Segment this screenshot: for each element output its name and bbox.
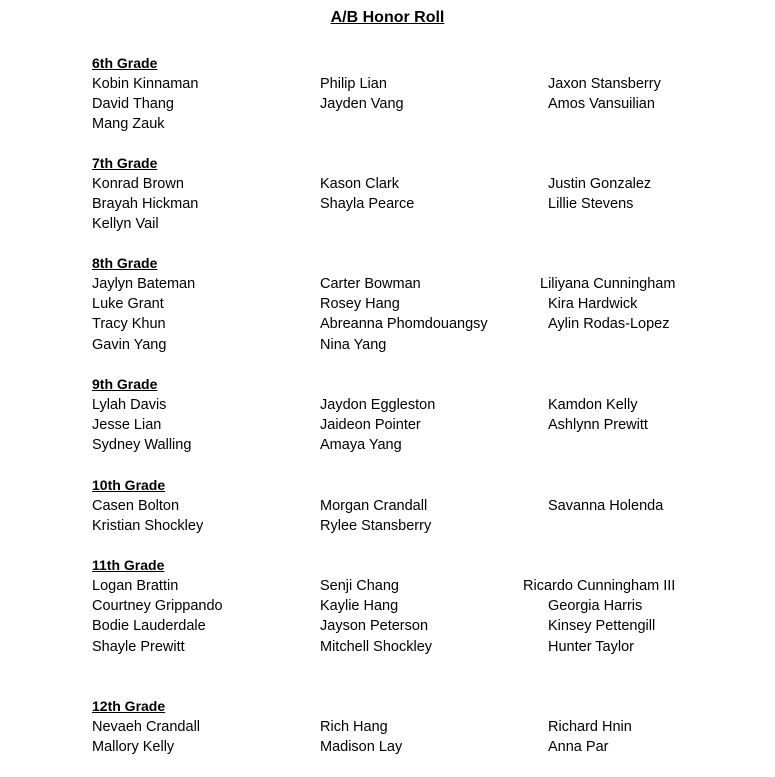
student-row: [0, 637, 775, 657]
student-row: [0, 74, 775, 94]
grade-heading: 9th Grade: [92, 376, 158, 392]
student-name: Shayla Pearce: [320, 196, 415, 213]
student-name: Kristian Shockley: [92, 518, 204, 535]
student-name: Georgia Harris: [548, 598, 643, 615]
student-name: Ricardo Cunningham III: [523, 578, 676, 594]
student-name: Anna Par: [548, 739, 609, 756]
student-name: Sydney Walling: [92, 437, 192, 454]
student-row: [0, 596, 775, 616]
student-name: Shayle Prewitt: [92, 638, 185, 655]
student-name: Nina Yang: [320, 336, 387, 353]
student-row: [0, 194, 775, 214]
student-row: [0, 335, 775, 355]
grade-heading: 8th Grade: [92, 255, 158, 271]
student-name: Amos Vansuilian: [548, 96, 655, 113]
student-rows: [0, 174, 775, 235]
student-name: Konrad Brown: [92, 176, 184, 192]
student-name: Kaylie Hang: [320, 598, 399, 615]
student-name: Jaylyn Bateman: [92, 276, 196, 292]
student-name: Mitchell Shockley: [320, 638, 433, 655]
student-name: Jaideon Pointer: [320, 417, 421, 434]
student-name: Rich Hang: [320, 719, 388, 735]
student-name: Madison Lay: [320, 739, 403, 756]
student-rows: [0, 717, 775, 757]
student-name: Jayden Vang: [320, 96, 404, 113]
student-row: [0, 516, 775, 536]
student-name: Ashlynn Prewitt: [548, 417, 648, 434]
student-name: Logan Brattin: [92, 578, 179, 594]
student-row: [0, 415, 775, 435]
student-rows: [0, 274, 775, 355]
student-row: [0, 616, 775, 636]
student-name: Carter Bowman: [320, 276, 421, 292]
student-row: [0, 94, 775, 114]
student-name: Tracy Khun: [92, 316, 166, 333]
student-name: Mang Zauk: [92, 116, 165, 133]
student-name: Amaya Yang: [320, 437, 402, 454]
student-name: Hunter Taylor: [548, 638, 634, 655]
student-name: Brayah Hickman: [92, 196, 199, 213]
student-name: Savanna Holenda: [548, 498, 664, 514]
grade-heading: 11th Grade: [92, 557, 165, 573]
student-name: Jayson Peterson: [320, 618, 429, 635]
student-name: Kobin Kinnaman: [92, 76, 199, 92]
student-name: Liliyana Cunningham: [540, 276, 676, 292]
student-name: Justin Gonzalez: [548, 176, 652, 192]
student-row: [0, 314, 775, 334]
student-name: Kamdon Kelly: [548, 397, 638, 413]
student-name: Kellyn Vail: [92, 216, 159, 233]
student-row: [0, 435, 775, 455]
student-name: Aylin Rodas-Lopez: [548, 316, 670, 333]
grade-heading: 12th Grade: [92, 698, 166, 714]
grade-heading: 6th Grade: [92, 55, 158, 71]
student-name: Kira Hardwick: [548, 296, 638, 313]
student-name: Lylah Davis: [92, 397, 167, 413]
student-row: [0, 214, 775, 234]
student-name: Lillie Stevens: [548, 196, 634, 213]
student-row: [0, 576, 775, 596]
student-name: Jesse Lian: [92, 417, 162, 434]
student-name: Kinsey Pettengill: [548, 618, 656, 635]
student-row: [0, 496, 775, 516]
student-name: Gavin Yang: [92, 336, 167, 353]
student-name: Jaxon Stansberry: [548, 76, 661, 92]
grade-heading: 10th Grade: [92, 477, 166, 493]
student-row: [0, 174, 775, 194]
student-rows: [0, 576, 775, 657]
student-name: Rylee Stansberry: [320, 518, 432, 535]
student-name: Abreanna Phomdouangsy: [320, 316, 488, 333]
student-name: Luke Grant: [92, 296, 164, 313]
student-name: Kason Clark: [320, 176, 399, 192]
student-name: Richard Hnin: [548, 719, 632, 735]
student-row: [0, 114, 775, 134]
student-row: [0, 737, 775, 757]
grade-heading: 7th Grade: [92, 155, 158, 171]
student-name: Mallory Kelly: [92, 739, 175, 756]
student-name: Casen Bolton: [92, 498, 180, 514]
student-rows: [0, 395, 775, 456]
student-name: Courtney Grippando: [92, 598, 223, 615]
student-name: Jaydon Eggleston: [320, 397, 436, 413]
student-rows: [0, 74, 775, 135]
student-rows: [0, 496, 775, 536]
student-row: [0, 717, 775, 737]
student-name: Bodie Lauderdale: [92, 618, 206, 635]
student-name: David Thang: [92, 96, 174, 113]
student-name: Morgan Crandall: [320, 498, 428, 514]
student-name: Rosey Hang: [320, 296, 400, 313]
student-row: [0, 395, 775, 415]
student-name: Senji Chang: [320, 578, 399, 594]
student-name: Philip Lian: [320, 76, 387, 92]
student-row: [0, 274, 775, 294]
student-name: Nevaeh Crandall: [92, 719, 201, 735]
student-row: [0, 294, 775, 314]
page-title: A/B Honor Roll: [330, 9, 445, 26]
